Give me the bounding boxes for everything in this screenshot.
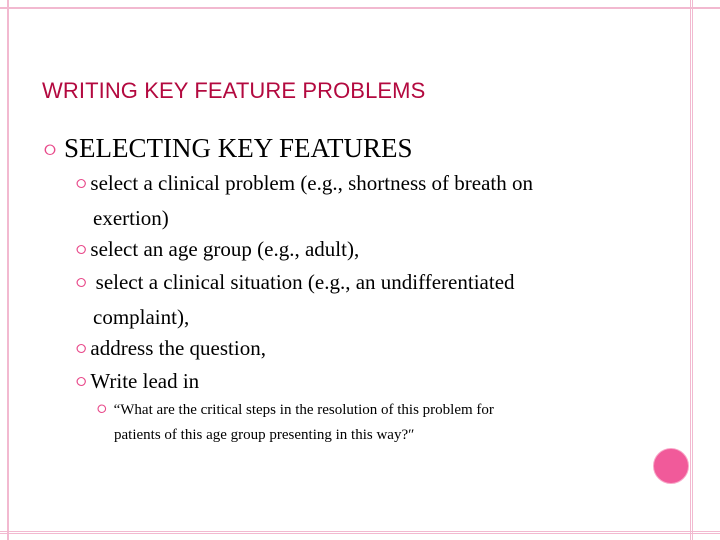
sub-list-item: [97, 398, 597, 448]
list-item-text: address the question,: [90, 336, 266, 360]
frame-line-left: [7, 0, 9, 540]
list-item: [76, 332, 596, 367]
list-item-text: select an age group (e.g., adult),: [90, 237, 360, 261]
list-item: [76, 266, 596, 334]
bullet-icon: ⭘: [97, 402, 107, 416]
level1-bullet: [44, 132, 413, 169]
list-item-text-continued: exertion): [93, 206, 169, 230]
list-item-text: select a clinical problem (e.g., shortness of breath on: [90, 171, 534, 195]
list-item: [76, 365, 596, 400]
section-heading: SELECTING KEY FEATURES: [64, 133, 413, 163]
list-item-text: Write lead in: [90, 369, 200, 393]
bullet-icon: ⭘: [76, 275, 87, 290]
bullet-icon: ⭘: [76, 242, 87, 257]
list-item-text-continued: complaint),: [93, 305, 190, 329]
bullet-icon: ⭘: [76, 374, 87, 389]
bullet-icon: ⭘: [76, 341, 87, 356]
bullet-icon: ⭘: [44, 143, 57, 159]
decorative-circle: [653, 448, 689, 484]
frame-line-bottom: [0, 531, 720, 534]
list-item-text: select a clinical situation (e.g., an undifferentiated: [90, 270, 515, 294]
frame-line-top: [0, 7, 720, 9]
sub-list-item-text: “What are the critical steps in the resolution of this problem for: [113, 402, 494, 418]
list-item: [76, 167, 596, 235]
slide-title: WRITING KEY FEATURE PROBLEMS: [42, 78, 426, 103]
frame-line-right: [690, 0, 693, 540]
list-item: [76, 233, 596, 268]
sub-list-item-text-continued: patients of this age group presenting in this way?″: [114, 427, 415, 443]
bullet-icon: ⭘: [76, 176, 87, 191]
